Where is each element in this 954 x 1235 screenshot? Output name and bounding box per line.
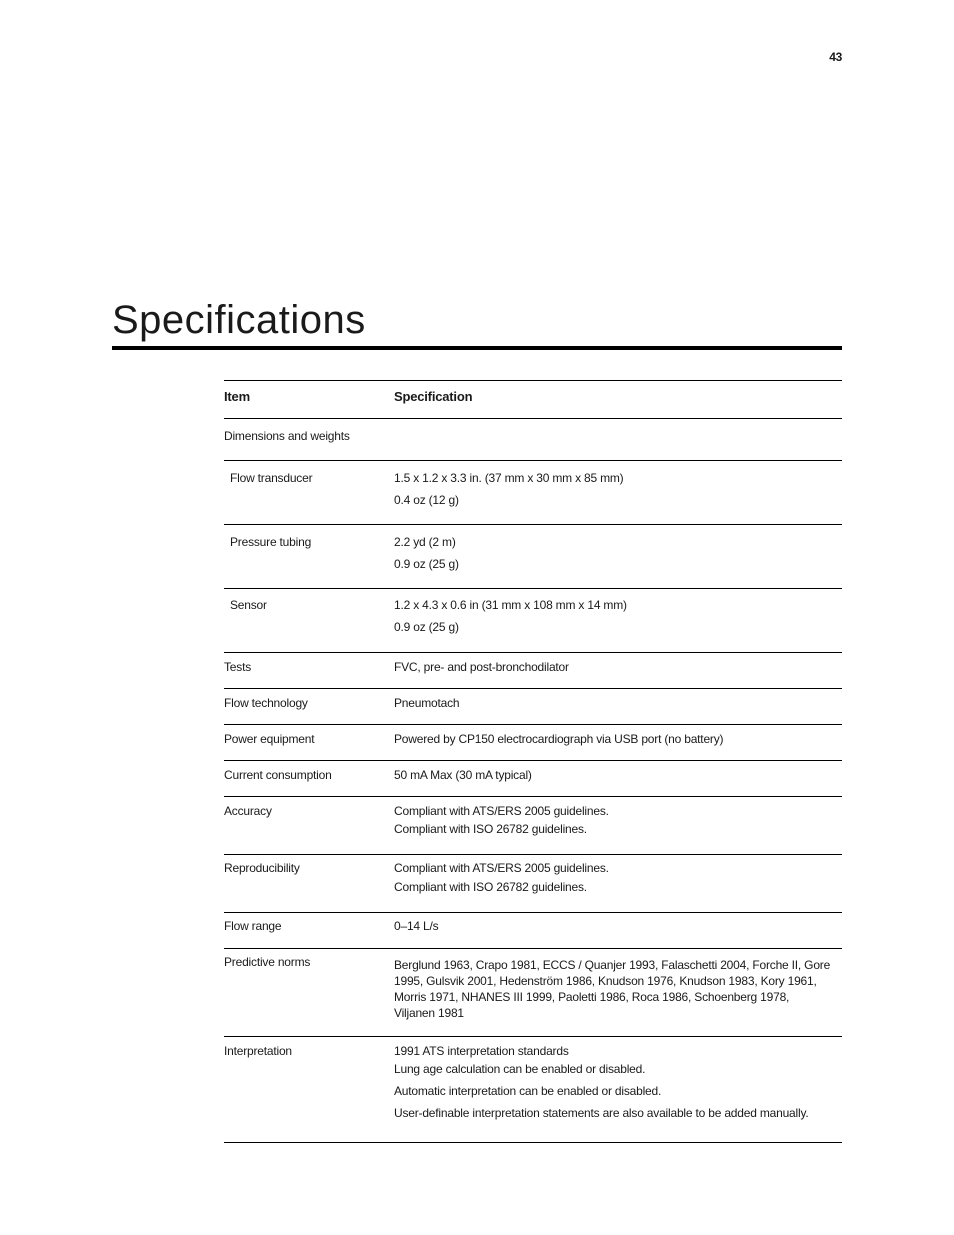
- spec-line: 0–14 L/s: [394, 919, 439, 933]
- spec-line: 0.4 oz (12 g): [394, 493, 459, 507]
- table-row: [224, 419, 842, 461]
- row-spec: [394, 860, 842, 912]
- table-header: [224, 381, 842, 419]
- row-item: Tests: [224, 660, 252, 674]
- row-spec: [394, 534, 842, 588]
- table-row: [224, 525, 842, 589]
- row-spec: [394, 659, 842, 688]
- row-spec: [394, 954, 842, 1036]
- table-row: [224, 913, 842, 949]
- spec-line: Compliant with ATS/ERS 2005 guidelines.: [394, 804, 609, 818]
- row-item: Flow range: [224, 919, 282, 933]
- spec-line: Compliant with ATS/ERS 2005 guidelines.: [394, 861, 609, 875]
- spec-line: FVC, pre- and post-bronchodilator: [394, 660, 569, 674]
- row-item: Predictive norms: [224, 955, 311, 969]
- row-item: Dimensions and weights: [224, 429, 350, 443]
- table-row: [224, 855, 842, 913]
- table-row: [224, 761, 842, 797]
- spec-line: Pneumotach: [394, 696, 460, 710]
- spec-line: 0.9 oz (25 g): [394, 557, 459, 571]
- row-spec: [394, 1043, 842, 1142]
- row-spec: [394, 428, 842, 460]
- spec-line: User-definable interpretation statements are also available to be added manually.: [394, 1106, 809, 1120]
- table-row: [224, 1037, 842, 1143]
- spec-line: 1.2 x 4.3 x 0.6 in (31 mm x 108 mm x 14 mm): [394, 598, 627, 612]
- spec-line: 2.2 yd (2 m): [394, 535, 456, 549]
- row-item: Current consumption: [224, 768, 332, 782]
- header-specification: Specification: [394, 389, 473, 404]
- title-rule: [112, 346, 842, 350]
- row-spec: [394, 731, 842, 760]
- row-spec: [394, 470, 842, 524]
- page-title: Specifications: [112, 298, 366, 342]
- row-item: Flow transducer: [230, 471, 313, 485]
- table-row: [224, 725, 842, 761]
- row-item: Pressure tubing: [230, 535, 312, 549]
- spec-line: Compliant with ISO 26782 guidelines.: [394, 880, 587, 894]
- spec-line: Lung age calculation can be enabled or disabled.: [394, 1062, 646, 1076]
- spec-line: Powered by CP150 electrocardiograph via USB port (no battery): [394, 732, 724, 746]
- row-spec: [394, 918, 842, 948]
- spec-line: Compliant with ISO 26782 guidelines.: [394, 822, 587, 836]
- row-spec: [394, 767, 842, 796]
- row-spec: [394, 597, 842, 652]
- row-item: Accuracy: [224, 804, 272, 818]
- table-row: [224, 461, 842, 525]
- table-row: [224, 689, 842, 725]
- table-row: [224, 797, 842, 855]
- spec-line: 1991 ATS interpretation standards: [394, 1044, 569, 1058]
- row-item: Sensor: [230, 598, 267, 612]
- table-row: [224, 589, 842, 653]
- row-item: Flow technology: [224, 696, 308, 710]
- page-number: 43: [829, 50, 842, 64]
- row-spec: [394, 695, 842, 724]
- spec-line: 0.9 oz (25 g): [394, 620, 459, 634]
- row-item: Power equipment: [224, 732, 315, 746]
- spec-line: Berglund 1963, Crapo 1981, ECCS / Quanjer 1993, Falaschetti 2004, Forche II, Gore 1995, Gulsvik 2001, Hedenström 1986, Knudson 1976, Knudson 1983, Kory 1961, Morris 1971, NHANES III 1999, Paoletti 1986, Roca 1986, Schoenberg 1978, Viljanen 1981: [394, 958, 831, 1020]
- table-row: [224, 949, 842, 1037]
- row-spec: [394, 803, 842, 854]
- table-row: [224, 653, 842, 689]
- spec-table: [224, 380, 842, 1143]
- spec-line: Automatic interpretation can be enabled or disabled.: [394, 1084, 662, 1098]
- row-item: Interpretation: [224, 1044, 292, 1058]
- header-item: Item: [224, 389, 250, 404]
- spec-line: 1.5 x 1.2 x 3.3 in. (37 mm x 30 mm x 85 mm): [394, 471, 624, 485]
- row-item: Reproducibility: [224, 861, 300, 875]
- spec-line: 50 mA Max (30 mA typical): [394, 768, 532, 782]
